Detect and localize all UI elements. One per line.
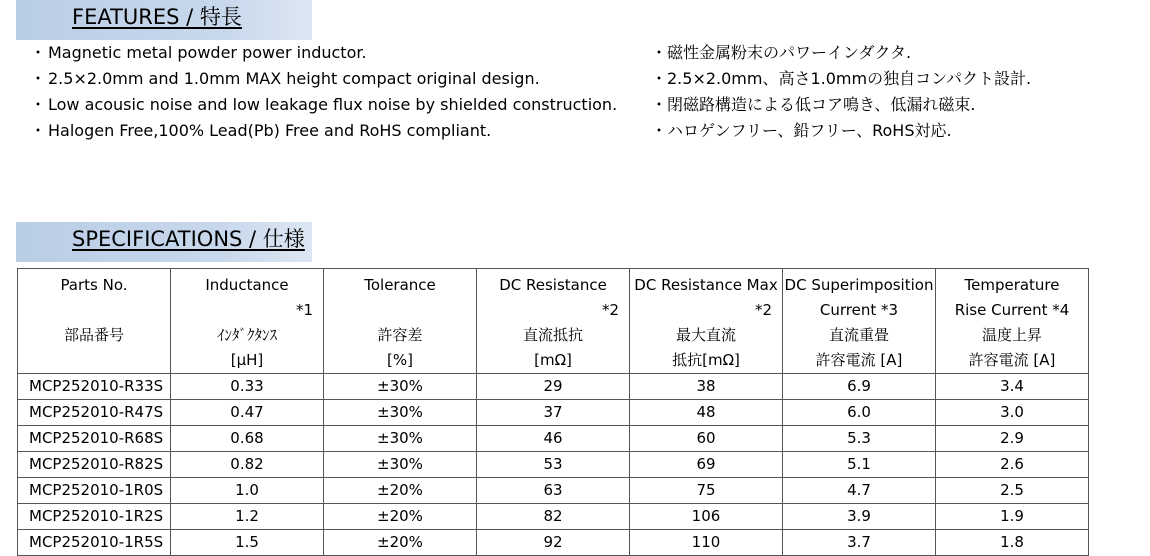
- cell-parts-no: MCP252010-R47S: [18, 400, 171, 426]
- cell-dc-resistance: 92: [477, 530, 630, 556]
- features-title: FEATURES / 特長: [72, 5, 242, 29]
- cell-dc-resistance: 46: [477, 426, 630, 452]
- cell-parts-no: MCP252010-1R2S: [18, 504, 171, 530]
- cell-dc-resistance-max: 69: [630, 452, 783, 478]
- cell-inductance: 0.68: [171, 426, 324, 452]
- cell-temperature-rise: 2.9: [936, 426, 1089, 452]
- header-unit: [%]: [387, 351, 413, 369]
- cell-dc-resistance: 82: [477, 504, 630, 530]
- header-line: Current *3: [819, 301, 899, 319]
- feature-item-jp: ・2.5×2.0mm、高さ1.0mmの独自コンパクト設計.: [651, 69, 1032, 88]
- cell-temperature-rise: 2.5: [936, 478, 1089, 504]
- header-unit: [μH]: [230, 351, 264, 369]
- cell-parts-no: MCP252010-1R5S: [18, 530, 171, 556]
- header-line: Tolerance: [364, 276, 436, 294]
- table-row: [18, 504, 1089, 530]
- col-header-tolerance: [324, 269, 477, 374]
- col-header-dc-resistance: [477, 269, 630, 374]
- feature-item-en: ・ 2.5×2.0mm and 1.0mm MAX height compact original design.: [30, 66, 617, 92]
- table-header-row: [18, 269, 1089, 374]
- table-row: [18, 452, 1089, 478]
- cell-dc-superimposition: 5.3: [783, 426, 936, 452]
- header-unit: 抵抗[mΩ]: [672, 351, 740, 369]
- header-line: 直流重畳: [828, 326, 889, 344]
- header-line: 部品番号: [63, 326, 124, 344]
- cell-dc-superimposition: 6.9: [783, 374, 936, 400]
- header-unit: 許容電流 [A]: [968, 351, 1056, 369]
- header-line: Parts No.: [60, 276, 128, 294]
- cell-parts-no: MCP252010-R33S: [18, 374, 171, 400]
- header-line: 最大直流: [675, 326, 736, 344]
- cell-temperature-rise: 3.4: [936, 374, 1089, 400]
- cell-dc-superimposition: 5.1: [783, 452, 936, 478]
- header-line: Temperature: [964, 276, 1060, 294]
- cell-dc-resistance: 37: [477, 400, 630, 426]
- header-line: 許容差: [377, 326, 423, 344]
- feature-item-jp: ・閉磁路構造による低コア鳴き、低漏れ磁束.: [651, 95, 976, 114]
- header-unit: [mΩ]: [534, 351, 572, 369]
- cell-tolerance: ±30%: [324, 374, 477, 400]
- cell-temperature-rise: 2.6: [936, 452, 1089, 478]
- header-line: Inductance: [205, 276, 289, 294]
- feature-item-en: ・ Magnetic metal powder power inductor.: [30, 40, 617, 66]
- header-line: DC Resistance Max: [634, 276, 778, 294]
- cell-tolerance: ±20%: [324, 530, 477, 556]
- cell-dc-resistance: 29: [477, 374, 630, 400]
- feature-item-jp: ・ハロゲンフリー、鉛フリー、RoHS対応.: [651, 121, 952, 140]
- cell-parts-no: MCP252010-R82S: [18, 452, 171, 478]
- header-line: ｲﾝﾀﾞｸﾀﾝｽ: [216, 326, 277, 344]
- header-unit: 許容電流 [A]: [815, 351, 903, 369]
- header-note: *1: [295, 301, 313, 319]
- cell-parts-no: MCP252010-1R0S: [18, 478, 171, 504]
- header-line: DC Resistance: [499, 276, 607, 294]
- col-header-parts-no: [18, 269, 171, 374]
- features-list-jp: [651, 40, 1031, 144]
- features-header: [16, 0, 312, 40]
- cell-dc-superimposition: 3.9: [783, 504, 936, 530]
- table-row: [18, 426, 1089, 452]
- feature-item-en: ・ Low acousic noise and low leakage flux noise by shielded construction.: [30, 92, 617, 118]
- header-line: DC Superimposition: [784, 276, 934, 294]
- cell-tolerance: ±20%: [324, 478, 477, 504]
- header-note: *2: [754, 301, 772, 319]
- cell-parts-no: MCP252010-R68S: [18, 426, 171, 452]
- cell-inductance: 0.82: [171, 452, 324, 478]
- col-header-dc-resistance-max: [630, 269, 783, 374]
- cell-dc-resistance-max: 60: [630, 426, 783, 452]
- table-row: [18, 400, 1089, 426]
- cell-dc-resistance-max: 110: [630, 530, 783, 556]
- col-header-inductance: [171, 269, 324, 374]
- cell-inductance: 0.33: [171, 374, 324, 400]
- cell-dc-superimposition: 6.0: [783, 400, 936, 426]
- header-note: *2: [601, 301, 619, 319]
- specifications-title: SPECIFICATIONS / 仕様: [72, 227, 305, 251]
- header-line: Rise Current *4: [954, 301, 1070, 319]
- cell-dc-resistance: 63: [477, 478, 630, 504]
- cell-temperature-rise: 1.9: [936, 504, 1089, 530]
- specifications-table: [17, 268, 1089, 556]
- col-header-temperature-rise: [936, 269, 1089, 374]
- feature-item-en: ・ Halogen Free,100% Lead(Pb) Free and RoHS compliant.: [30, 118, 617, 144]
- cell-dc-resistance-max: 75: [630, 478, 783, 504]
- cell-tolerance: ±30%: [324, 452, 477, 478]
- cell-inductance: 1.0: [171, 478, 324, 504]
- specifications-header: [16, 222, 312, 262]
- cell-tolerance: ±20%: [324, 504, 477, 530]
- table-row: [18, 374, 1089, 400]
- cell-dc-superimposition: 3.7: [783, 530, 936, 556]
- cell-dc-resistance-max: 48: [630, 400, 783, 426]
- cell-inductance: 0.47: [171, 400, 324, 426]
- cell-dc-resistance-max: 38: [630, 374, 783, 400]
- cell-temperature-rise: 1.8: [936, 530, 1089, 556]
- cell-temperature-rise: 3.0: [936, 400, 1089, 426]
- header-line: 温度上昇: [981, 326, 1042, 344]
- table-row: [18, 478, 1089, 504]
- header-line: 直流抵抗: [522, 326, 583, 344]
- cell-dc-resistance: 53: [477, 452, 630, 478]
- cell-dc-resistance-max: 106: [630, 504, 783, 530]
- features-list-en: [30, 40, 617, 144]
- cell-inductance: 1.5: [171, 530, 324, 556]
- cell-tolerance: ±30%: [324, 400, 477, 426]
- col-header-dc-superimposition: [783, 269, 936, 374]
- feature-item-jp: ・磁性金属粉末のパワーインダクタ.: [651, 43, 912, 62]
- cell-tolerance: ±30%: [324, 426, 477, 452]
- cell-dc-superimposition: 4.7: [783, 478, 936, 504]
- cell-inductance: 1.2: [171, 504, 324, 530]
